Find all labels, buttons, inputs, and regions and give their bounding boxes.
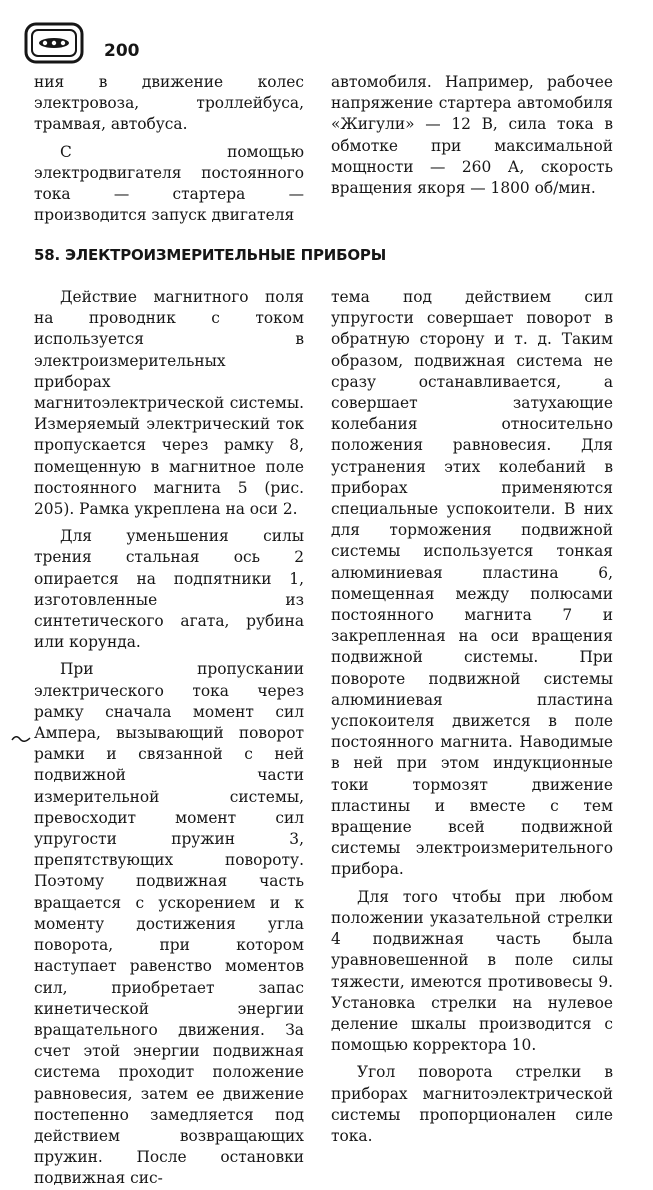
top-left-paragraph-2: С помощью электродвигателя постоянного тока — стартера — производится запуск двигателя [34,142,304,225]
top-left-paragraph-1: ния в движение колес электровоза, троллейбуса, трамвая, автобуса. [34,73,304,134]
section-left-paragraph-3: При пропускании электрического тока через рамку сначала момент сил Ампера, вызывающий поворот рамки и связанной с ней подвижной части измерительной системы, превосходит момент сил упругости пружин 3, препятствующих повороту. Поэтому подвижная часть вращается с ускорением и к моменту достижения угла поворота, при котором наступает равенство моментов сил, приобретает запас кинетической энергии вращательного движения. За счет этой энергии подвижная система проходит положение равновесия, затем ее движение постепенно замедляется под действием возвращающих пружин. После остановки подвижная сис- [34,660,304,1188]
section-right-paragraph-3: Угол поворота стрелки в приборах магнитоэлектрической системы пропорционален силе тока. [331,1063,613,1145]
section-left-paragraph-2: Для уменьшения силы трения стальная ось 2 опирается на подпятники 1, изготовленные из синтетического агата, рубина или корунда. [34,527,304,652]
top-right-paragraph-1: автомобиля. Например, рабочее напряжение стартера автомобиля «Жигули» — 12 В, сила тока в обмотке при максимальной мощности — 260 А, скорость вращения якоря — 1800 об/мин. [331,73,613,198]
section-left-column [34,287,304,1190]
section-right-column [331,287,613,1147]
section-right-paragraph-2: Для того чтобы при любом положении указательной стрелки 4 подвижная часть была уравновешенной в поле силы тяжести, имеются противовесы 9. Установка стрелки на нулевое деление шкалы производится с помощью корректора 10. [331,887,613,1055]
page-number: 200 [104,41,140,61]
section-left-paragraph-1: Действие магнитного поля на проводник с током используется в электроизмерительных приборах магнитоэлектрической системы. Измеряемый электрический ток пропускается через рамку 8, помещенную в магнитное поле постоянного магнита 5 (рис. 205). Рамка укреплена на оси 2. [34,288,304,519]
top-left-column [34,72,304,226]
section-right-paragraph-1: тема под действием сил упругости совершает поворот в обратную сторону и т. д. Таким образом, подвижная система не сразу останавливается, а совершает затухающие колебания относительно положения равновесия. Для устранения этих колебаний в приборах применяются специальные успокоители. В них для торможения подвижной системы используется тонкая алюминиевая пластина 6, помещенная между полюсами постоянного магнита 7 и закрепленная на оси вращения подвижной системы. При повороте подвижной системы алюминиевая пластина успокоителя движется в поле постоянного магнита. Наводимые в ней при этом индукционные токи тормозят движение пластины и вместе с тем вращение всей подвижной системы электроизмерительного прибора. [331,288,613,879]
section-heading: 58. ЭЛЕКТРОИЗМЕРИТЕЛЬНЫЕ ПРИБОРЫ [34,246,387,264]
publisher-logo-icon [24,22,84,64]
pen-mark-icon [10,730,32,750]
top-right-column [331,72,613,199]
